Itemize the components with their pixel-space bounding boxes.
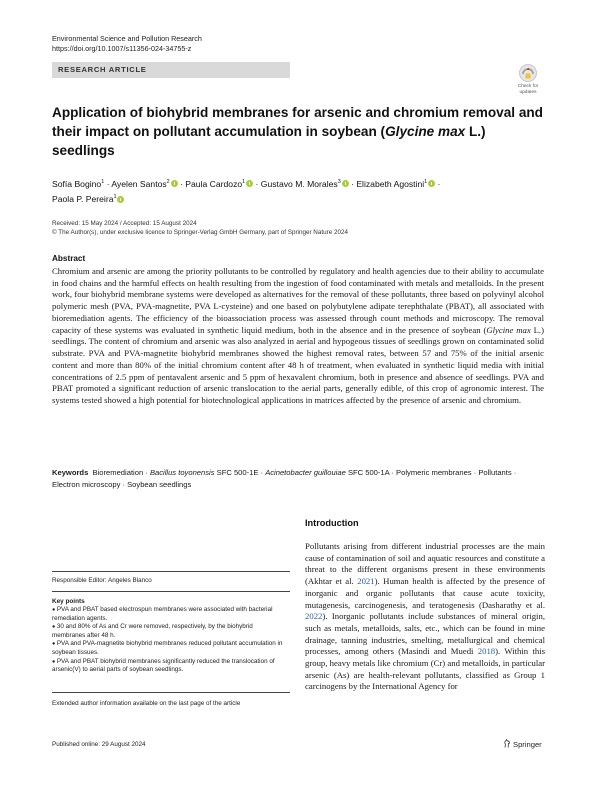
check-for-updates-icon [513, 64, 543, 84]
intro-text-segment: ). Human health is affected by the presence of inorganic and organic pollutants that cause acute toxicity, mutagenesis, carcinogenesis, and teratogenesis (Dasharathy et al. [305, 576, 545, 610]
keyword-text: Bioremediation · [92, 468, 150, 477]
publisher-logo [503, 739, 542, 749]
footnote-divider [52, 591, 290, 592]
author-name[interactable]: Gustavo M. Morales [260, 178, 338, 189]
orcid-icon[interactable] [246, 180, 253, 187]
introduction-heading: Introduction [305, 518, 359, 528]
keywords-label: Keywords [52, 468, 89, 477]
author-affiliation: 1 [101, 179, 105, 185]
author-name[interactable]: Elizabeth Agostini [356, 178, 425, 189]
author-list: Sofía Bogino$^1$ · Ayelen Santos$^2$ · Paula Cardozo$^1$ · Gustavo M. Morales$^3$ · Elizabeth Agostini$^1$ · Paola P. Pereira$^1$ [52, 178, 441, 205]
abstract-text-part2: L.) seedlings. The content of chromium and arsenic was also analyzed in aerial and hypogeous tissues of seedlings grown on contaminated solid substrate. PVA and PVA-magnetite biohybrid membranes showed the highest removal rates, between 57 and 75% of the initial arsenic content and more than 80% of the initial chromium content after 48 h of treatment, when evaluated in synthetic liquid media with initial concentrations of 2.5 ppm of pentavalent arsenic and 5 ppm of hexavalent chromium, both in presence and absence of seedlings. PVA and PBAT promoted a significant reduction of arsenic translocation to the aerial parts, generally edible, of this crop of agronomic interest. The systems tested showed a high potential for biotechnological applications in matrices affected by the presence of arsenic and chromium. [52, 324, 544, 406]
journal-name: Environmental Science and Pollution Research [52, 34, 202, 43]
citation-link[interactable]: 2022 [305, 611, 323, 622]
author-affiliation: 3 [337, 179, 341, 185]
published-date: Published online: 29 August 2024 [52, 741, 146, 748]
abstract-heading: Abstract [52, 254, 86, 263]
keyword-species: Bacillus toyonensis [149, 468, 215, 477]
article-type-bar [52, 62, 290, 78]
abstract-text [52, 266, 544, 407]
intro-text-segment: ). Inorganic pollutants include substances of mineral origin, such as metals, metalloids, salts, etc., which can be found in mine drainage, tanning industries, smelting, metallurgical and chemical processes, among others (Masindi and Muedi [305, 611, 545, 657]
keyword-text: SFC 500-1E · [214, 468, 266, 477]
orcid-icon[interactable] [342, 180, 349, 187]
author-affiliation: 2 [166, 179, 170, 185]
received-accepted-dates: Received: 15 May 2024 / Accepted: 15 August 2024 [52, 220, 197, 227]
key-point-item: ● PVA and PVA-magnetite biohybrid membranes reduced pollutant accumulation in soybean tissues. [52, 640, 284, 657]
key-point-item: ● PVA and PBAT biohybrid membranes significantly reduced the translocation of arsenic(V) to aerial parts of soybean seedlings. [52, 658, 284, 675]
key-point-item: ● 30 and 80% of As and Cr were removed, respectively, by the biohybrid membranes after 48 h. [52, 623, 284, 640]
extended-author-info: Extended author information available on the last page of the article [52, 700, 241, 707]
springer-horse-icon [503, 739, 511, 748]
author-name[interactable]: Sofía Bogino [52, 178, 102, 189]
doi-link[interactable]: https://doi.org/10.1007/s11356-024-34755-z [52, 44, 192, 53]
key-points-heading: Key points [52, 598, 85, 605]
title-part2: L.) seedlings [52, 124, 486, 158]
article-title [52, 103, 552, 160]
citation-link[interactable]: 2021 [357, 576, 375, 587]
introduction-text [305, 541, 545, 693]
orcid-icon[interactable] [428, 180, 435, 187]
author-affiliation: 1 [242, 179, 246, 185]
copyright-notice: © The Author(s), under exclusive licence to Springer-Verlag GmbH Germany, part of Springer Nature 2024 [52, 229, 348, 236]
keywords [52, 467, 544, 490]
abstract-species: Glycine max [486, 324, 531, 335]
intro-text-segment: ). Within this group, heavy metals like chromium (Cr) and metalloids, in particular arsenic (As) are health-relevant pollutants, classified as Group 1 carcinogens by the International Agency for [305, 646, 545, 692]
author-affiliation: 1 [113, 194, 117, 201]
article-dates [52, 219, 348, 237]
key-point-item: ● PVA and PBAT based electrospun membranes were associated with bacterial remediation agents. [52, 606, 284, 623]
orcid-icon[interactable] [117, 196, 124, 203]
title-species: Glycine max [385, 124, 466, 139]
check-for-updates-line2: updates [519, 89, 537, 95]
intro-text-segment: Pollutants arising from different industrial processes are the main cause of contamination of soil and aquatic resources and constitute a threat to the different organisms present in these environments (Akhtar et al. [305, 541, 545, 587]
orcid-icon[interactable] [171, 180, 178, 187]
article-type-label: RESEARCH ARTICLE [58, 65, 147, 74]
author-affiliation: 1 [424, 179, 428, 185]
author-name[interactable]: Paula Cardozo [185, 178, 243, 189]
author-name[interactable]: Paola P. Pereira [52, 194, 114, 205]
key-points-list [52, 606, 284, 675]
citation-link[interactable]: 2018 [477, 646, 496, 657]
keyword-text: SFC 500-1A · Polymeric membranes · Pollutants · Electron microscopy · Soybean seedlings [52, 468, 517, 489]
footnote-divider [52, 571, 290, 572]
responsible-editor: Responsible Editor: Angeles Blanco [52, 577, 152, 584]
check-for-updates-badge[interactable] [513, 64, 543, 94]
title-part1: Application of biohybrid membranes for arsenic and chromium removal and their impact on pollutant accumulation in soybean ( [52, 105, 543, 139]
check-for-updates-line1: Check for [517, 84, 539, 89]
abstract-text-part1: Chromium and arsenic are among the priority pollutants to be controlled by regulatory and health agencies due to their ability to accumulate in food chains and the harmful effects on health resulting from the ingestion of food contaminated with metals and metalloids. In the present work, four biohybrid membrane systems were developed as alternatives for the removal of these pollutants, three based on polyvinyl alcohol polymeric mesh (PVA, PVA-magnetite, PVA L-cysteine) and one based on polybutylene adipate terephthalate (PBAT), all associated with bioremediation agents. The efficiency of the bioassociation process was assessed through count methods and microscopy. The removal capacity of these systems was evaluated in synthetic liquid medium, both in the absence and in the presence of soybean ( [52, 266, 544, 335]
journal-header [52, 34, 202, 54]
keyword-species: Acinetobacter guillouiae [265, 468, 346, 477]
author-name[interactable]: Ayelen Santos [111, 178, 167, 189]
publisher-name: Springer [513, 740, 542, 749]
footnote-divider [52, 692, 290, 693]
